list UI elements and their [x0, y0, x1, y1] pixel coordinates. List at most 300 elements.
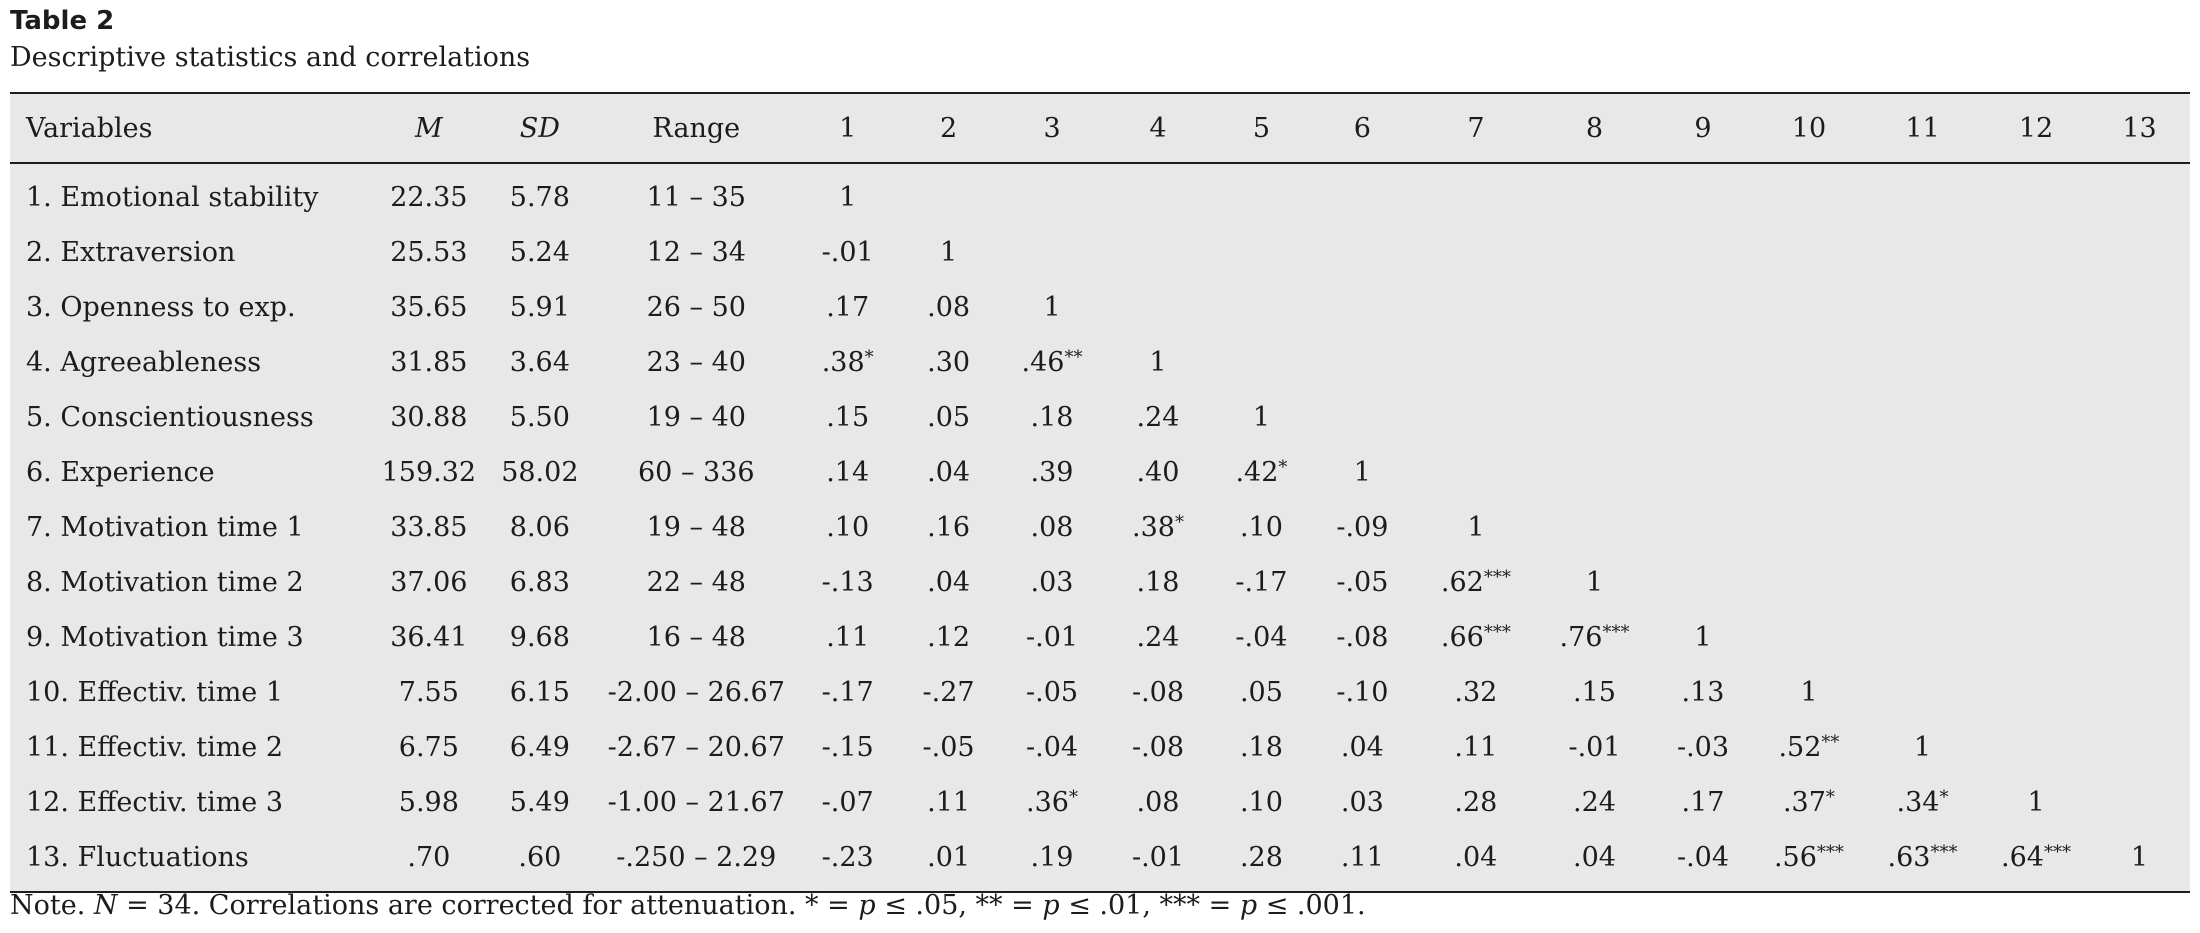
- correlation-cell: [1413, 610, 1539, 665]
- correlation-cell: [1539, 390, 1650, 445]
- mean-cell: .70: [407, 842, 451, 873]
- correlation-cell: [1862, 830, 1983, 891]
- correlation-value: .40: [1136, 457, 1180, 488]
- correlation-cell: [1413, 390, 1539, 445]
- mean-cell: 36.41: [390, 622, 468, 653]
- correlation-cell: [1312, 335, 1413, 390]
- correlation-cell: [898, 775, 999, 830]
- correlation-cell: [1211, 555, 1312, 610]
- correlation-cell: [1211, 500, 1312, 555]
- correlation-cell: [1650, 720, 1756, 775]
- correlation-cell: [1862, 555, 1983, 610]
- correlation-value: .42: [1235, 457, 1279, 488]
- correlation-cell: [898, 225, 999, 280]
- note-text: = 34. Correlations are corrected for attenuation. * =: [117, 890, 859, 921]
- mean-cell: 30.88: [390, 402, 468, 433]
- correlation-cell: [797, 225, 898, 280]
- correlation-cell: [1211, 665, 1312, 720]
- variable-cell: 5. Conscientiousness: [26, 402, 314, 433]
- correlation-value: .38: [1132, 512, 1175, 543]
- table-row: [10, 555, 2190, 610]
- correlation-cell: [1211, 390, 1312, 445]
- correlation-value: 1: [1913, 732, 1932, 763]
- correlation-cell: [999, 610, 1105, 665]
- column-header: 9: [1650, 94, 1756, 163]
- correlation-value: -.04: [1235, 622, 1288, 653]
- range-cell: 19 – 40: [646, 402, 746, 433]
- sd-cell: .60: [518, 842, 562, 873]
- correlation-cell: [1539, 610, 1650, 665]
- table-row: [10, 720, 2190, 775]
- correlation-cell: [1756, 390, 1862, 445]
- correlation-cell: [1105, 225, 1211, 280]
- correlation-value: 1: [839, 182, 857, 213]
- correlation-cell: [1756, 280, 1862, 335]
- table-label: Table 2: [10, 6, 115, 36]
- correlation-value: -.15: [821, 732, 874, 763]
- correlation-cell: [1539, 830, 1650, 891]
- correlation-cell: [1312, 225, 1413, 280]
- correlation-cell: [2089, 830, 2190, 891]
- table-row: [10, 163, 2190, 225]
- correlation-cell: [797, 720, 898, 775]
- correlation-value: .46: [1021, 347, 1065, 378]
- correlation-cell: [1105, 280, 1211, 335]
- sd-cell: 5.49: [509, 787, 570, 818]
- correlation-value: -.01: [821, 237, 874, 268]
- variable-cell: 13. Fluctuations: [26, 842, 249, 873]
- correlation-cell: [999, 335, 1105, 390]
- correlation-value: .64: [2001, 842, 2044, 873]
- correlation-cell: [1312, 610, 1413, 665]
- correlation-cell: [1211, 280, 1312, 335]
- correlation-cell: [1983, 720, 2089, 775]
- correlation-cell: [1211, 163, 1312, 225]
- correlation-value: .18: [1030, 402, 1074, 433]
- table-note: [10, 890, 1366, 921]
- correlation-value: -.23: [821, 842, 874, 873]
- correlation-value: .04: [927, 567, 971, 598]
- correlation-value: .18: [1239, 732, 1283, 763]
- variable-cell: 8. Motivation time 2: [26, 567, 304, 598]
- variable-cell: 3. Openness to exp.: [26, 292, 296, 323]
- correlation-cell: [1105, 500, 1211, 555]
- column-header: 10: [1756, 94, 1862, 163]
- correlation-cell: [2089, 775, 2190, 830]
- correlation-cell: [1539, 775, 1650, 830]
- correlation-cell: [898, 665, 999, 720]
- correlation-value: 1: [1694, 622, 1712, 653]
- correlation-value: .01: [927, 842, 971, 873]
- correlation-cell: [1983, 500, 2089, 555]
- correlation-cell: [1650, 500, 1756, 555]
- variable-cell: 2. Extraversion: [26, 237, 236, 268]
- table-row: [10, 445, 2190, 500]
- correlation-value: -.04: [1026, 732, 1079, 763]
- correlation-value: .05: [927, 402, 971, 433]
- correlation-value: 1: [939, 237, 958, 268]
- correlation-value: .76: [1559, 622, 1603, 653]
- correlation-value: .34: [1896, 787, 1940, 818]
- mean-cell: 7.55: [398, 677, 459, 708]
- correlation-value: -.05: [1026, 677, 1079, 708]
- correlation-value: .52: [1778, 732, 1822, 763]
- correlation-value: .03: [1340, 787, 1384, 818]
- correlation-cell: [1756, 445, 1862, 500]
- correlation-cell: [1539, 335, 1650, 390]
- correlation-value: 1: [2027, 787, 2045, 818]
- correlation-cell: [1983, 225, 2089, 280]
- correlation-cell: [797, 335, 898, 390]
- variable-cell: 6. Experience: [26, 457, 215, 488]
- correlation-value: 1: [1585, 567, 1604, 598]
- correlation-value: 1: [2130, 842, 2149, 873]
- correlation-cell: [1105, 775, 1211, 830]
- variable-cell: 12. Effectiv. time 3: [26, 787, 284, 818]
- range-cell: 11 – 35: [646, 182, 746, 213]
- correlation-value: .28: [1454, 787, 1498, 818]
- correlation-cell: [1312, 163, 1413, 225]
- correlation-value: .05: [1239, 677, 1283, 708]
- column-header: 3: [999, 94, 1105, 163]
- range-cell: 19 – 48: [646, 512, 746, 543]
- correlation-cell: [1756, 830, 1862, 891]
- correlation-value: .10: [826, 512, 870, 543]
- correlation-cell: [898, 163, 999, 225]
- correlation-cell: [1862, 225, 1983, 280]
- column-header: SD: [484, 94, 595, 163]
- range-cell: -2.00 – 26.67: [607, 677, 785, 708]
- correlation-cell: [1983, 280, 2089, 335]
- column-header: 11: [1862, 94, 1983, 163]
- correlation-value: .62: [1440, 567, 1484, 598]
- correlation-cell: [1413, 445, 1539, 500]
- correlation-cell: [1862, 775, 1983, 830]
- note-prefix: Note.: [10, 890, 94, 921]
- correlation-cell: [1312, 500, 1413, 555]
- table-body: [10, 163, 2190, 891]
- correlation-value: .08: [1030, 512, 1074, 543]
- correlation-value: 1: [1149, 347, 1167, 378]
- significance-marker: ***: [2044, 842, 2071, 863]
- correlation-value: .04: [927, 457, 971, 488]
- correlation-value: -.10: [1336, 677, 1389, 708]
- correlation-cell: [1539, 163, 1650, 225]
- correlation-cell: [797, 665, 898, 720]
- table-row: [10, 775, 2190, 830]
- correlation-cell: [1983, 610, 2089, 665]
- range-cell: 60 – 336: [638, 457, 755, 488]
- correlation-cell: [1756, 775, 1862, 830]
- correlation-cell: [1650, 610, 1756, 665]
- range-cell: -.250 – 2.29: [616, 842, 777, 873]
- correlation-cell: [1650, 390, 1756, 445]
- correlation-value: .04: [1573, 842, 1616, 873]
- mean-cell: 25.53: [390, 237, 468, 268]
- correlation-cell: [999, 555, 1105, 610]
- table-row: [10, 500, 2190, 555]
- column-header: M: [373, 94, 484, 163]
- correlation-cell: [1650, 445, 1756, 500]
- correlation-cell: [1539, 500, 1650, 555]
- table-row: [10, 610, 2190, 665]
- correlation-cell: [1413, 720, 1539, 775]
- correlation-cell: [1312, 830, 1413, 891]
- correlation-value: 1: [1800, 677, 1818, 708]
- correlation-cell: [898, 445, 999, 500]
- mean-cell: 31.85: [390, 347, 468, 378]
- correlation-value: 1: [1467, 512, 1485, 543]
- correlation-cell: [1539, 720, 1650, 775]
- correlation-cell: [1413, 665, 1539, 720]
- sd-cell: 8.06: [509, 512, 570, 543]
- range-cell: 23 – 40: [646, 347, 746, 378]
- correlation-value: .11: [826, 622, 870, 653]
- significance-marker: ***: [1483, 567, 1511, 588]
- mean-cell: 37.06: [390, 567, 468, 598]
- correlation-cell: [2089, 225, 2190, 280]
- statistics-table: [10, 94, 2190, 891]
- correlation-value: .08: [1136, 787, 1180, 818]
- correlation-cell: [797, 610, 898, 665]
- column-header: 1: [797, 94, 898, 163]
- correlation-value: .36: [1026, 787, 1069, 818]
- correlation-value: .63: [1887, 842, 1931, 873]
- correlation-cell: [1105, 390, 1211, 445]
- correlation-value: -.08: [1131, 677, 1185, 708]
- correlation-cell: [1105, 610, 1211, 665]
- correlation-cell: [1105, 665, 1211, 720]
- sd-cell: 6.83: [509, 567, 570, 598]
- note-text: ≤ .05, ** =: [875, 890, 1043, 921]
- correlation-cell: [1650, 163, 1756, 225]
- column-header: Range: [595, 94, 797, 163]
- table-row: [10, 280, 2190, 335]
- correlation-cell: [1756, 335, 1862, 390]
- significance-marker: **: [1821, 732, 1840, 753]
- variable-cell: 10. Effectiv. time 1: [26, 677, 284, 708]
- correlation-cell: [1983, 335, 2089, 390]
- significance-marker: *: [1939, 787, 1949, 808]
- correlation-cell: [999, 280, 1105, 335]
- mean-cell: 33.85: [390, 512, 468, 543]
- correlation-cell: [1413, 335, 1539, 390]
- correlation-cell: [1983, 163, 2089, 225]
- table-caption: Descriptive statistics and correlations: [10, 42, 531, 73]
- correlation-cell: [797, 280, 898, 335]
- correlation-cell: [1312, 775, 1413, 830]
- correlation-value: .24: [1573, 787, 1616, 818]
- correlation-cell: [1211, 775, 1312, 830]
- mean-cell: 22.35: [390, 182, 468, 213]
- significance-marker: ***: [1602, 622, 1630, 643]
- column-header: 4: [1105, 94, 1211, 163]
- correlation-cell: [999, 500, 1105, 555]
- correlation-value: -.01: [1026, 622, 1079, 653]
- sd-cell: 5.24: [509, 237, 570, 268]
- correlation-cell: [1312, 665, 1413, 720]
- correlation-cell: [1413, 500, 1539, 555]
- column-header: 5: [1211, 94, 1312, 163]
- significance-marker: *: [1069, 787, 1078, 808]
- correlation-cell: [1312, 555, 1413, 610]
- correlation-value: .17: [1681, 787, 1725, 818]
- correlation-cell: [1862, 610, 1983, 665]
- correlation-value: .19: [1030, 842, 1074, 873]
- sd-cell: 5.50: [509, 402, 570, 433]
- correlation-cell: [797, 500, 898, 555]
- mean-cell: 6.75: [398, 732, 459, 763]
- correlation-cell: [1862, 390, 1983, 445]
- correlation-value: .32: [1454, 677, 1498, 708]
- mean-cell: 159.32: [381, 457, 477, 488]
- correlation-cell: [1862, 445, 1983, 500]
- significance-marker: *: [1278, 457, 1288, 478]
- correlation-cell: [898, 280, 999, 335]
- correlation-cell: [1756, 720, 1862, 775]
- sd-cell: 58.02: [501, 457, 579, 488]
- correlation-value: .15: [826, 402, 870, 433]
- column-header: 6: [1312, 94, 1413, 163]
- correlation-value: .04: [1340, 732, 1384, 763]
- column-header: 13: [2089, 94, 2190, 163]
- correlation-value: .10: [1239, 787, 1283, 818]
- correlation-value: .15: [1573, 677, 1616, 708]
- correlation-value: 1: [1252, 402, 1271, 433]
- correlation-cell: [1413, 775, 1539, 830]
- correlation-value: .24: [1136, 402, 1180, 433]
- correlation-cell: [1413, 830, 1539, 891]
- variable-cell: 4. Agreeableness: [26, 347, 262, 378]
- table-row: [10, 665, 2190, 720]
- significance-marker: *: [1825, 787, 1835, 808]
- correlation-cell: [797, 775, 898, 830]
- correlation-cell: [898, 390, 999, 445]
- correlation-cell: [898, 830, 999, 891]
- correlation-value: .66: [1440, 622, 1484, 653]
- correlation-value: -.01: [1568, 732, 1621, 763]
- correlation-cell: [898, 335, 999, 390]
- significance-marker: ***: [1483, 622, 1511, 643]
- column-header: 7: [1413, 94, 1539, 163]
- correlation-cell: [1539, 555, 1650, 610]
- correlation-value: 1: [1043, 292, 1061, 323]
- correlation-cell: [1983, 665, 2089, 720]
- correlation-cell: [1413, 280, 1539, 335]
- correlation-value: -.03: [1676, 732, 1730, 763]
- correlation-cell: [898, 555, 999, 610]
- correlation-cell: [1413, 225, 1539, 280]
- correlation-value: .14: [826, 457, 870, 488]
- sd-cell: 3.64: [509, 347, 570, 378]
- correlation-value: -.04: [1676, 842, 1730, 873]
- correlation-value: -.07: [821, 787, 874, 818]
- correlation-value: -.13: [821, 567, 874, 598]
- correlation-cell: [797, 163, 898, 225]
- correlation-cell: [898, 720, 999, 775]
- note-text: ≤ .01, *** =: [1059, 890, 1240, 921]
- correlation-cell: [898, 500, 999, 555]
- correlation-cell: [999, 225, 1105, 280]
- correlation-cell: [2089, 500, 2190, 555]
- correlation-cell: [1105, 830, 1211, 891]
- correlation-value: .18: [1136, 567, 1180, 598]
- mean-cell: 35.65: [390, 292, 468, 323]
- correlation-value: -.08: [1131, 732, 1185, 763]
- sd-cell: 5.91: [509, 292, 570, 323]
- correlation-cell: [1211, 610, 1312, 665]
- correlation-cell: [1211, 225, 1312, 280]
- correlation-cell: [1539, 280, 1650, 335]
- correlation-cell: [1105, 163, 1211, 225]
- correlation-cell: [999, 390, 1105, 445]
- note-n-symbol: N: [93, 890, 118, 921]
- correlation-cell: [898, 610, 999, 665]
- column-header: Variables: [10, 94, 373, 163]
- correlation-cell: [1862, 665, 1983, 720]
- range-cell: 22 – 48: [646, 567, 746, 598]
- range-cell: -2.67 – 20.67: [607, 732, 785, 763]
- correlation-value: .13: [1681, 677, 1725, 708]
- correlation-cell: [1862, 720, 1983, 775]
- correlation-value: .11: [1340, 842, 1384, 873]
- correlation-cell: [1105, 555, 1211, 610]
- correlation-cell: [1413, 163, 1539, 225]
- correlation-cell: [1983, 390, 2089, 445]
- sd-cell: 5.78: [509, 182, 570, 213]
- correlation-cell: [999, 163, 1105, 225]
- column-header: 8: [1539, 94, 1650, 163]
- correlation-cell: [1650, 335, 1756, 390]
- correlation-value: .12: [927, 622, 971, 653]
- correlation-cell: [1862, 163, 1983, 225]
- sd-cell: 6.49: [509, 732, 570, 763]
- significance-marker: ***: [1930, 842, 1958, 863]
- sd-cell: 6.15: [509, 677, 570, 708]
- significance-marker: *: [1174, 512, 1184, 533]
- correlation-cell: [1862, 280, 1983, 335]
- correlation-cell: [1312, 390, 1413, 445]
- range-cell: -1.00 – 21.67: [607, 787, 785, 818]
- correlation-value: .10: [1239, 512, 1283, 543]
- significance-marker: *: [864, 347, 874, 368]
- correlation-cell: [1983, 775, 2089, 830]
- correlation-cell: [2089, 390, 2190, 445]
- correlation-cell: [999, 445, 1105, 500]
- variable-cell: 7. Motivation time 1: [26, 512, 304, 543]
- correlation-value: 1: [1353, 457, 1371, 488]
- range-cell: 16 – 48: [646, 622, 746, 653]
- correlation-value: -.17: [821, 677, 874, 708]
- correlation-cell: [1650, 225, 1756, 280]
- correlation-cell: [1650, 665, 1756, 720]
- correlation-value: .11: [927, 787, 971, 818]
- correlation-cell: [1756, 610, 1862, 665]
- correlation-cell: [2089, 445, 2190, 500]
- note-p-symbol: p: [1042, 890, 1060, 921]
- range-cell: 12 – 34: [646, 237, 746, 268]
- correlation-cell: [1862, 500, 1983, 555]
- correlation-value: .28: [1239, 842, 1283, 873]
- correlation-value: .03: [1030, 567, 1074, 598]
- sd-cell: 9.68: [509, 622, 570, 653]
- correlation-value: .04: [1454, 842, 1498, 873]
- correlation-cell: [797, 445, 898, 500]
- column-header: 12: [1983, 94, 2089, 163]
- correlation-cell: [1413, 555, 1539, 610]
- correlation-cell: [1105, 335, 1211, 390]
- correlation-value: -.05: [1336, 567, 1389, 598]
